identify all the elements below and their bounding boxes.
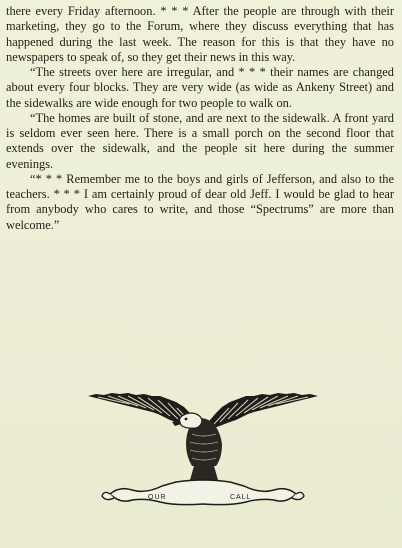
banner-text-left: OUR [148, 494, 167, 501]
article-paragraph-1: there every Friday afternoon. * * * After the people are through with their marketing, they go to the Forum, where they discuss everything that has happened during the last week. The reason for this is that they have no newspapers to speak of, so they get their news in this way. [6, 4, 394, 64]
article-paragraph-2: “The streets over here are irregular, and * * * their names are changed about every four blocks. They are very wide (as wide as Ankeny Street) and the sidewalks are wide enough for two people to walk on. [6, 65, 394, 110]
article-paragraph-4: “* * * Remember me to the boys and girls of Jefferson, and also to the teachers. * * * I am certainly proud of dear old Jeff. I would be glad to hear from anybody who cares to write, and those “Spectrums” are more than welcome.” [6, 171, 394, 232]
article-body [6, 4, 394, 233]
banner-text-right: CALL [230, 494, 252, 501]
article-paragraph-3: “The homes are built of stone, and are next to the sidewalk. A front yard is seldom ever seen here. There is a small porch on the second floor that extends over the sidewalk, and the people sit here during the summer evenings. [6, 110, 394, 171]
eagle-emblem-icon [80, 382, 326, 512]
